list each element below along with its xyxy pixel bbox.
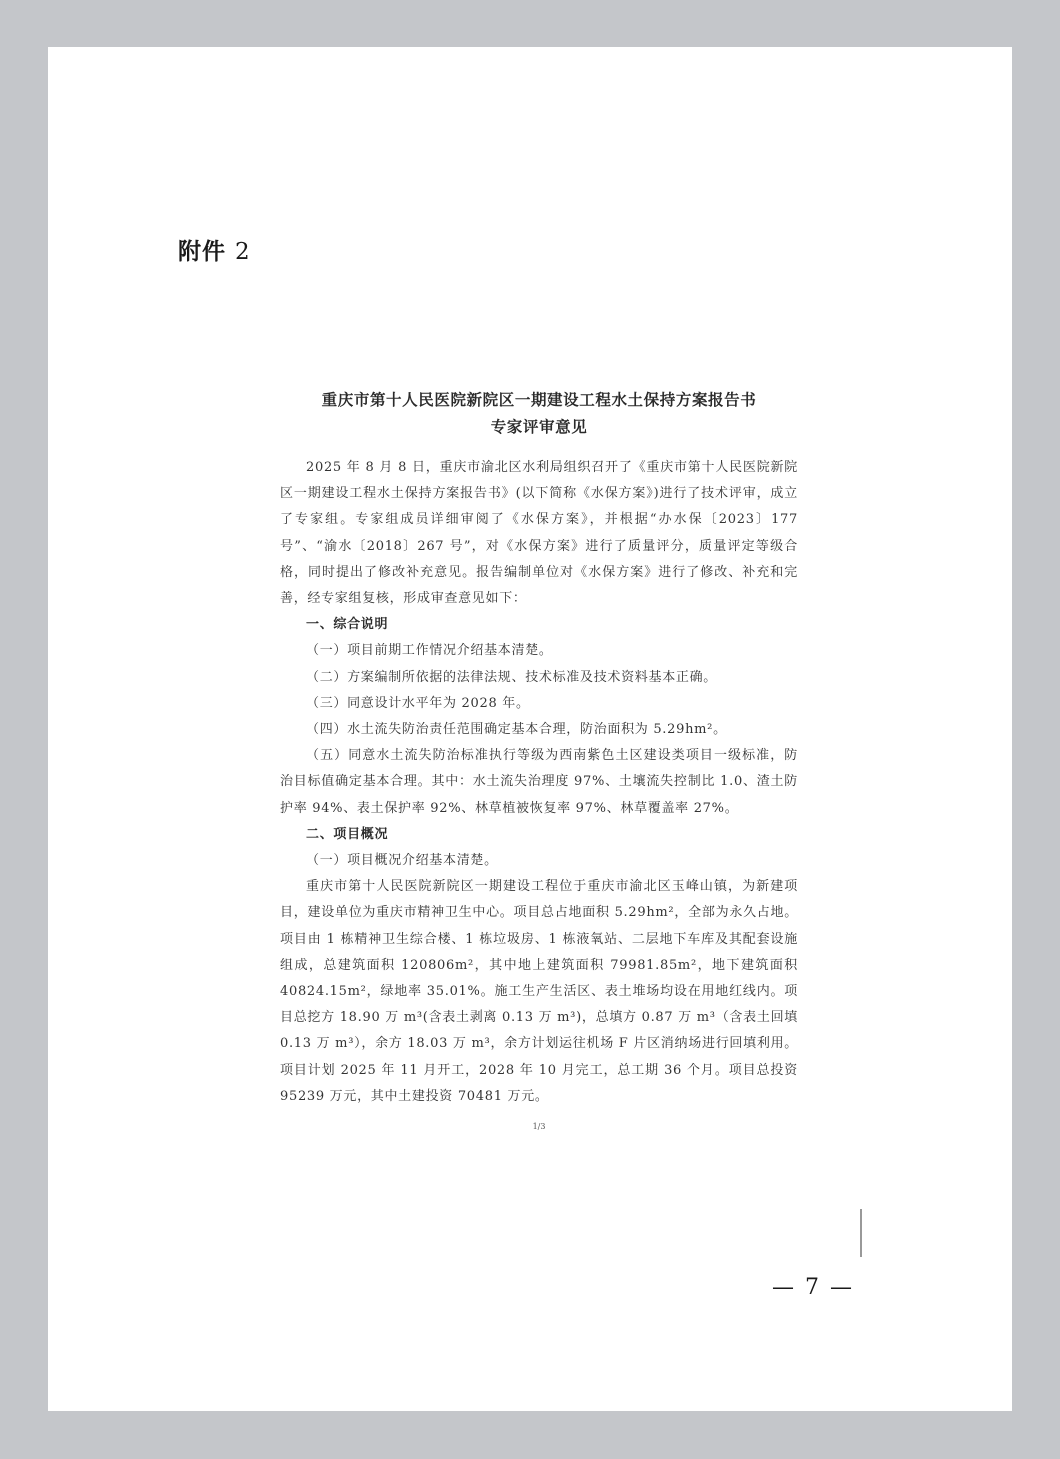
document-page (48, 47, 1012, 1411)
project-description: 重庆市第十人民医院新院区一期建设工程位于重庆市渝北区玉峰山镇，为新建项目，建设单位为重庆市精神卫生中心。项目总占地面积 5.29hm²，全部为永久占地。项目由 1 栋精神卫生综合楼、1 栋垃圾房、1 栋液氧站、二层地下车库及其配套设施组成，总建筑面积 120806m²，其中地上建筑面积 79981.85m²，地下建筑面积 40824.15m²，绿地率 35.01%。施工生产生活区、表土堆场均设在用地红线内。项目总挖方 18.90 万 m³(含表土剥离 0.13 万 m³)，总填方 0.87 万 m³（含表土回填 0.13 万 m³），余方 18.03 万 m³，余方计划运往机场 F 片区消纳场进行回填利用。项目计划 2025 年 11 月开工，2028 年 10 月完工，总工期 36 个月。项目总投资 95239 万元，其中土建投资 70481 万元。 (280, 879, 798, 1104)
overview-item-4: （四）水土流失防治责任范围确定基本合理，防治面积为 5.29hm²。 (306, 722, 727, 738)
overview-item-5: （五）同意水土流失防治标准执行等级为西南紫色土区建设类项目一级标准，防治目标值确定基本合理。其中：水土流失治理度 97%、土壤流失控制比 1.0、渣土防护率 94%、表土保护率 92%、林草植被恢复率 97%、林草覆盖率 27%。 (280, 748, 798, 816)
attachment-label-text: 附件 (178, 239, 226, 265)
section-heading-project: 二、项目概况 (306, 826, 389, 842)
overview-item-1: （一）项目前期工作情况介绍基本清楚。 (306, 643, 553, 659)
attachment-number: 2 (235, 239, 251, 265)
scan-edge-line (860, 1209, 862, 1257)
page-number: — 7 — (772, 1275, 854, 1300)
project-item-1: （一）项目概况介绍基本清楚。 (306, 853, 498, 869)
intro-paragraph: 2025 年 8 月 8 日，重庆市渝北区水利局组织召开了《重庆市第十人民医院新院区一期建设工程水土保持方案报告书》(以下简称《水保方案》)进行了技术评审，成立了专家组。专家组成员详细审阅了《水保方案》，并根据“办水保〔2023〕177 号”、“渝水〔2018〕267 号”，对《水保方案》进行了质量评分，质量评定等级合格，同时提出了修改补充意见。报告编制单位对《水保方案》进行了修改、补充和完善，经专家组复核，形成审查意见如下： (280, 460, 798, 607)
scanned-opinion (280, 387, 798, 1131)
scan-page-number: 1/3 (532, 1122, 546, 1132)
overview-item-2: （二）方案编制所依据的法律法规、技术标准及技术资料基本正确。 (306, 669, 718, 685)
document-title: 重庆市第十人民医院新院区一期建设工程水土保持方案报告书 (321, 391, 757, 409)
document-subtitle: 专家评审意见 (490, 418, 588, 436)
document-body (280, 455, 798, 1110)
section-heading-overview: 一、综合说明 (306, 617, 389, 633)
attachment-label (178, 233, 251, 266)
overview-item-3: （三）同意设计水平年为 2028 年。 (306, 695, 530, 711)
